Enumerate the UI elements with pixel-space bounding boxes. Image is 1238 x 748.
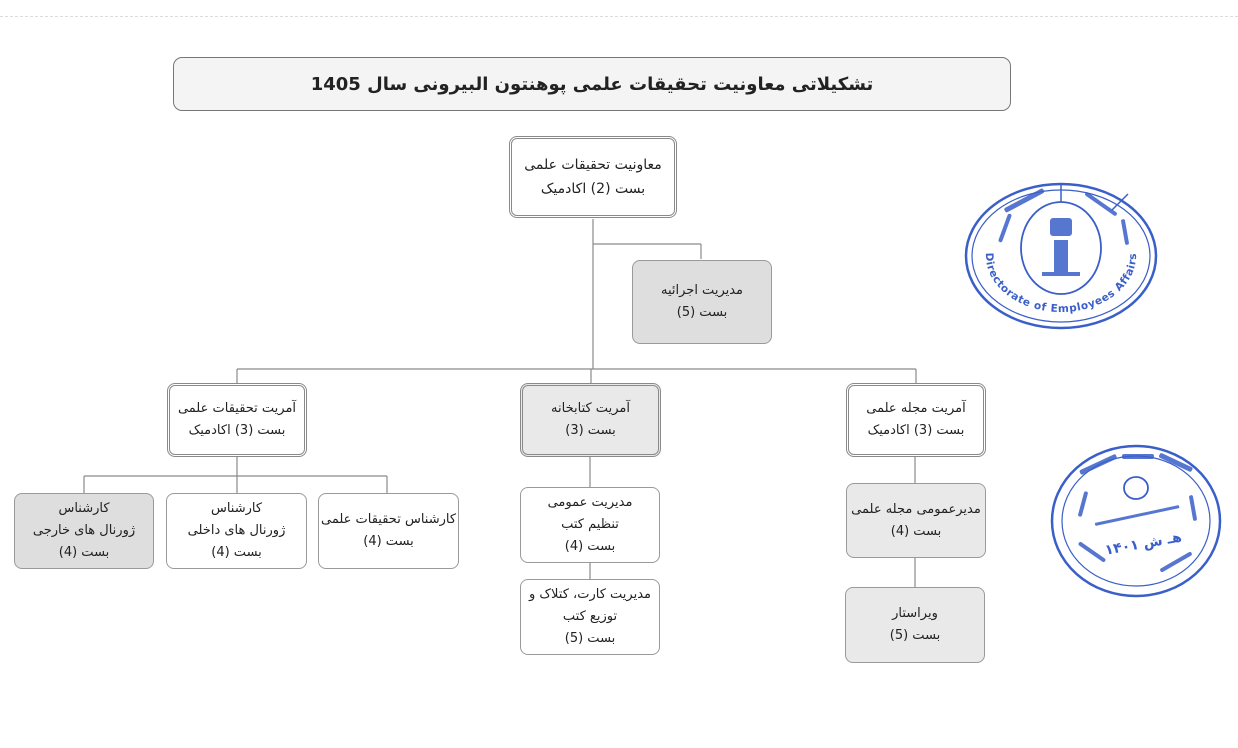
node-journal-gm-grade: بست (4) (890, 523, 942, 539)
directorate-stamp-text: Directorate of Employees Affairs (982, 252, 1140, 316)
node-book-org-title: مدیریت عمومی (547, 495, 633, 510)
node-research-dept-grade: بست (3) اکادمیک (188, 423, 286, 438)
node-editor-title: ویراستار (892, 606, 938, 621)
node-foreign-journals-title: کارشناس (58, 501, 110, 516)
node-deputy-grade: بست (2) اکادمیک (540, 181, 646, 197)
node-domestic-journals (166, 493, 307, 569)
emirate-seal-icon (1048, 442, 1224, 600)
node-admin (632, 260, 772, 344)
node-deputy (509, 136, 677, 218)
node-book-org-subject: تنظیم کتب (561, 517, 619, 532)
page-title: تشکیلاتی معاونیت تحقیقات علمی پوهنتون البیرونی سال 1405 (173, 57, 1011, 111)
node-catalog-title: مدیریت کارت، کتلاک و (529, 587, 652, 602)
node-catalog-subject: توزیع کتب (562, 609, 618, 624)
node-journal-dept-grade: بست (3) اکادمیک (867, 423, 965, 438)
node-research-dept-title: آمریت تحقیقات علمی (177, 401, 297, 416)
node-research-expert (318, 493, 459, 569)
node-journal-gm (846, 483, 986, 558)
node-foreign-journals (14, 493, 154, 569)
node-library (520, 383, 661, 457)
node-foreign-journals-subject: ژورنال های خارجی (32, 523, 136, 538)
node-foreign-journals-grade: بست (4) (58, 545, 110, 560)
emirate-stamp-date: ۱۴۰۱ هـ ش (1103, 529, 1183, 559)
directorate-seal-icon (962, 180, 1160, 332)
node-research-dept (167, 383, 307, 457)
node-editor-grade: بست (5) (889, 628, 941, 643)
node-admin-grade: بست (5) (676, 305, 728, 320)
node-domestic-journals-title: کارشناس (210, 501, 263, 516)
node-journal-dept (846, 383, 986, 457)
node-library-grade: بست (3) (565, 423, 616, 438)
node-deputy-title: معاونیت تحقیقات علمی (524, 157, 662, 173)
node-library-title: آمریت کتابخانه (551, 401, 630, 416)
node-domestic-journals-subject: ژورنال های داخلی (187, 523, 286, 538)
node-domestic-journals-grade: بست (4) (211, 545, 262, 560)
node-book-org-grade: بست (4) (564, 539, 616, 554)
node-research-expert-grade: بست (4) (363, 534, 414, 549)
node-research-expert-title: کارشناس تحقیقات علمی (320, 512, 457, 527)
node-admin-title: مدیریت اجرائیه (660, 283, 744, 298)
node-catalog-grade: بست (5) (564, 631, 616, 646)
node-journal-dept-title: آمریت مجله علمی (866, 401, 966, 416)
directorate-stamp (962, 180, 1160, 332)
node-catalog (520, 579, 660, 655)
emirate-stamp (1048, 442, 1224, 600)
node-editor (845, 587, 985, 663)
node-book-org (520, 487, 660, 563)
node-journal-gm-title: مدیرعمومی مجله علمی (851, 501, 981, 517)
